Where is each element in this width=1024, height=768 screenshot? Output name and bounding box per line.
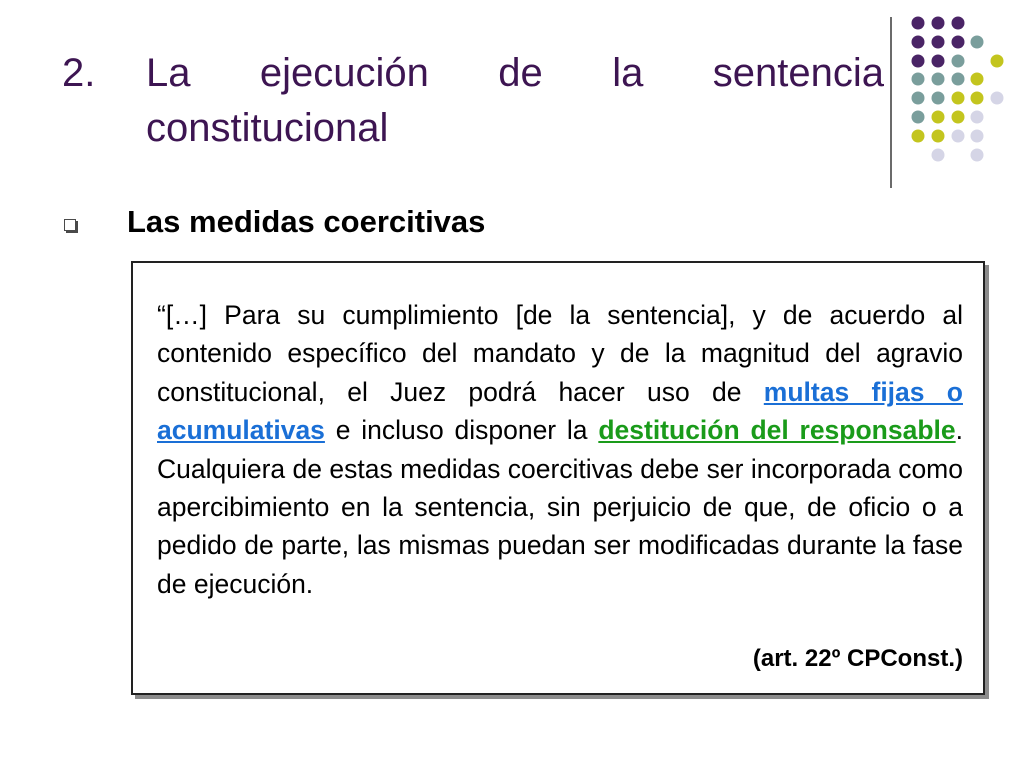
decorative-dot-grid	[0, 0, 1024, 200]
title-word: sentencia	[712, 51, 884, 95]
title-word: La	[146, 51, 191, 95]
title-word: la	[612, 51, 644, 95]
quote-part-1: “[…] Para su cumplimiento [de la sentencia], y de acuerdo al contenido específico del mandato y de la magnitud del agravio constitucional, el Juez podrá hacer uso de	[157, 300, 963, 407]
title-number: 2.	[62, 51, 96, 95]
section-subtitle: Las medidas coercitivas	[127, 204, 486, 239]
square-bullet-icon	[64, 219, 76, 231]
quote-part-3: . Cualquiera de estas medidas coercitivas debe ser incorporada como apercibimiento en la sentencia, sin perjuicio de que, de oficio o a pedido de parte, las mismas puedan ser modificadas durante la fase de ejecución.	[157, 415, 963, 599]
decorative-vertical-divider	[890, 17, 892, 188]
olive-dots	[912, 55, 1004, 143]
title-word: ejecución	[259, 51, 429, 95]
title-word: de	[498, 51, 543, 95]
title-line-2: constitucional	[146, 106, 389, 150]
highlight-fines: multas fijas o acumulativas	[157, 376, 963, 446]
highlight-dismissal: destitución del responsable	[598, 415, 956, 446]
title-line-1	[146, 50, 884, 96]
citation: (art. 22º CPConst.)	[752, 645, 963, 672]
quote-text	[157, 296, 963, 603]
quote-part-2: e incluso disponer la	[324, 415, 599, 446]
